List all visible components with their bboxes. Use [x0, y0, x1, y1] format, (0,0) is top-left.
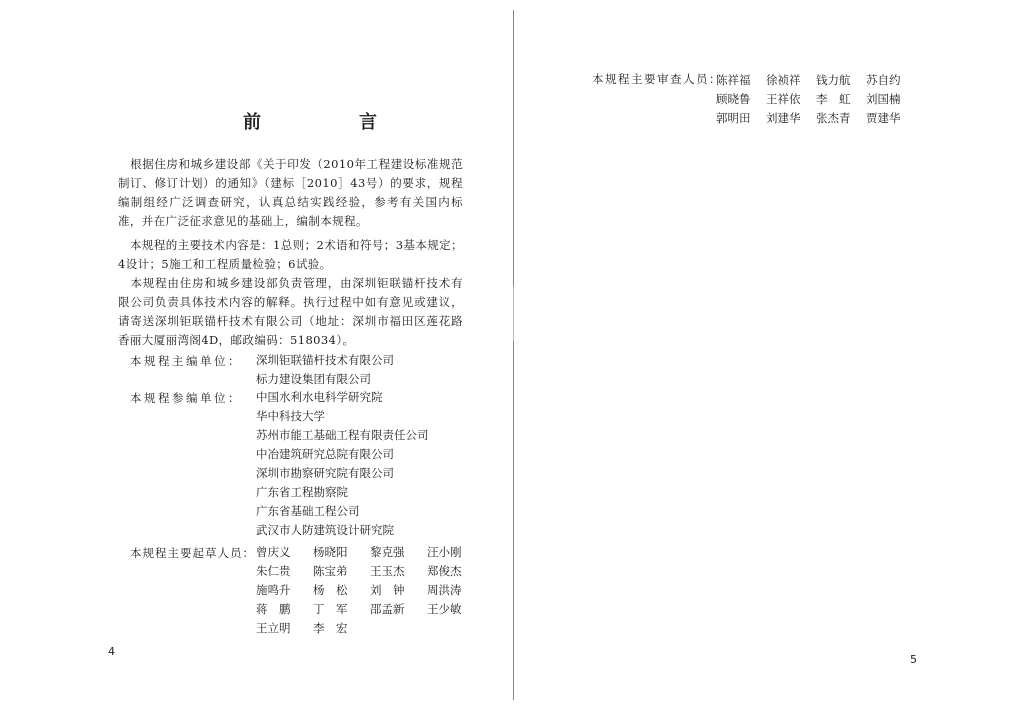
drafters-row: [256, 543, 484, 562]
reviewer-name: 郭明田: [716, 111, 751, 125]
chief-units-label: 本规程主编单位：: [130, 354, 242, 368]
drafters-list: [256, 543, 484, 638]
reviewer-name: 刘国楠: [866, 92, 901, 106]
paragraph-1-text: 根据住房和城乡建设部《关于印发（2010年工程建设标准规范制订、修订计划）的通知》（建标［2010］43号）的要求，规程编制组经广泛调查研究，认真总结实践经验，参考有关国内标准，并在广泛征求意见的基础上，编制本规程。: [118, 157, 463, 228]
drafter-name: 施鸣升: [256, 583, 291, 597]
drafter-name: 杨晓阳: [313, 545, 348, 559]
reviewer-name: 钱力航: [816, 73, 851, 87]
drafter-name: 郑俊杰: [427, 564, 462, 578]
participating-units-list: [256, 388, 429, 540]
drafters-row: [256, 619, 484, 638]
reviewer-name: 苏自约: [866, 73, 901, 87]
paragraph-2-text: 本规程的主要技术内容是：1总则；2术语和符号；3基本规定；4设计；5施工和工程质量检验；6试验。: [118, 238, 463, 271]
drafters-row: [256, 562, 484, 581]
drafter-name: 李 宏: [313, 621, 348, 635]
reviewers-row: [716, 109, 916, 128]
book-gutter-divider: [513, 10, 514, 700]
chief-units-list: [256, 351, 394, 389]
reviewer-name: 刘建华: [766, 111, 801, 125]
participating-unit: 中国水利水电科学研究院: [256, 390, 383, 404]
reviewer-name: 王祥依: [766, 92, 801, 106]
drafter-name: 蒋 鹏: [256, 602, 291, 616]
reviewer-name: 顾晓鲁: [716, 92, 751, 106]
drafter-name: 丁 军: [313, 602, 348, 616]
participating-unit: 中冶建筑研究总院有限公司: [256, 447, 394, 461]
paragraph-2: [118, 236, 463, 274]
participating-unit: 苏州市能工基础工程有限责任公司: [256, 428, 429, 442]
drafter-name: 周洪涛: [427, 583, 462, 597]
paragraph-3: [118, 274, 463, 350]
participating-unit: 华中科技大学: [256, 409, 325, 423]
drafter-name: 邵孟新: [370, 602, 405, 616]
paragraph-3-text: 本规程由住房和城乡建设部负责管理，由深圳钜联锚杆技术有限公司负责具体技术内容的解释。执行过程中如有意见或建议，请寄送深圳钜联锚杆技术有限公司（地址：深圳市福田区莲花路香丽大厦丽湾阁4D，邮政编码：518034）。: [118, 276, 463, 347]
drafter-name: 王少敏: [427, 602, 462, 616]
drafter-name: 曾庆义: [256, 545, 291, 559]
drafters-row: [256, 581, 484, 600]
participating-unit: 广东省基础工程公司: [256, 504, 360, 518]
reviewer-name: 陈祥福: [716, 73, 751, 87]
drafter-name: 杨 松: [313, 583, 348, 597]
reviewers-row: [716, 71, 916, 90]
participating-units-label: 本规程参编单位：: [130, 391, 242, 405]
drafter-name: 黎克强: [370, 545, 405, 559]
drafters-label: 本规程主要起草人员：: [130, 546, 255, 560]
drafter-name: 王立明: [256, 621, 291, 635]
reviewers-row: [716, 90, 916, 109]
participating-unit: 深圳市勘察研究院有限公司: [256, 466, 394, 480]
participating-unit: 广东省工程勘察院: [256, 485, 348, 499]
right-page: [516, 0, 1024, 724]
page-number: 4: [108, 645, 115, 658]
reviewers-list: [716, 71, 916, 128]
reviewer-name: 徐祯祥: [766, 73, 801, 87]
drafter-name: 刘 钟: [370, 583, 405, 597]
drafter-name: 陈宝弟: [313, 564, 348, 578]
page-title: 前 言: [243, 112, 417, 133]
paragraph-1: [118, 155, 463, 231]
page-number: 5: [910, 653, 917, 666]
drafter-name: 朱仁贵: [256, 564, 291, 578]
reviewer-name: 贾建华: [866, 111, 901, 125]
chief-unit: 深圳钜联锚杆技术有限公司: [256, 353, 394, 367]
reviewers-label: 本规程主要审查人员：: [592, 72, 722, 86]
drafters-row: [256, 600, 484, 619]
reviewer-name: 李 虹: [816, 92, 851, 106]
reviewer-name: 张杰青: [816, 111, 851, 125]
participating-unit: 武汉市人防建筑设计研究院: [256, 523, 394, 537]
drafter-name: 汪小刚: [427, 545, 462, 559]
drafter-name: 王玉杰: [370, 564, 405, 578]
chief-unit: 标力建设集团有限公司: [256, 372, 371, 386]
